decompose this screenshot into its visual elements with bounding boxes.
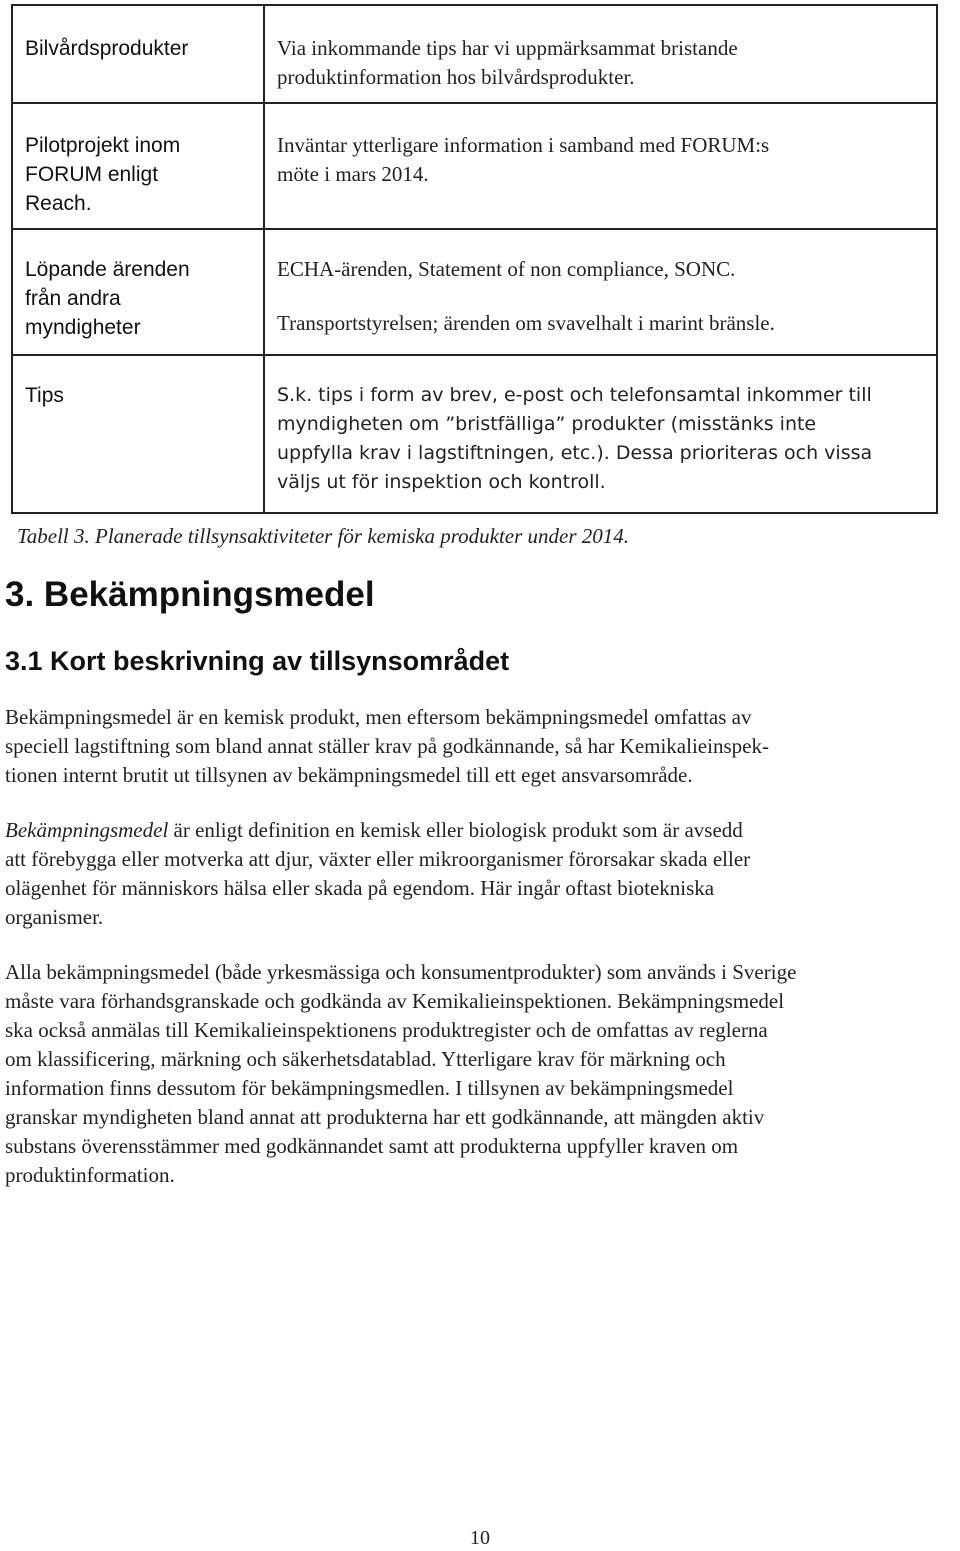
table-row: [12, 5, 937, 103]
body-paragraph-definition: [5, 816, 955, 932]
table-caption: Tabell 3. Planerade tillsynsaktiviteter för kemiska produkter under 2014.: [17, 524, 630, 548]
section-heading: 3. Bekämpningsmedel: [5, 575, 375, 614]
content-line: Transportstyrelsen; ärenden om svavelhalt i marint bränsle.: [277, 311, 775, 335]
row-label: Tips: [12, 355, 264, 513]
table-row: [12, 103, 937, 229]
row-content: Via inkommande tips har vi uppmärksammat bristande produktinformation hos bilvårdsprodukter.: [264, 5, 937, 103]
body-paragraph: Alla bekämpningsmedel (både yrkesmässiga och konsumentprodukter) som används i Sverige måste vara förhandsgranskade och godkända av Kemikalieinspektionen. Bekämpningsmedel ska också anmälas till Kemikalieinspektionens produktregister och de omfattas av reglerna om klassificering, märkning och säkerhetsdatablad. Ytterligare krav för märkning och information finns dessutom för bekämpningsmedlen. I tillsynen av bekämpningsmedel granskar myndigheten bland annat att produkterna har ett godkännande, att mängden aktiv substans överensstämmer med godkännandet samt att produkterna uppfyller kraven om produktinformation.: [5, 960, 797, 1187]
row-label: Löpande ärenden från andra myndigheter: [12, 229, 264, 355]
subsection-heading: 3.1 Kort beskrivning av tillsynsområdet: [5, 646, 510, 676]
row-content: S.k. tips i form av brev, e-post och telefonsamtal inkommer till myndigheten om ”bristfälliga” produkter (misstänks inte uppfylla krav i lagstiftningen, etc.). Dessa prioriteras och vissa väljs ut för inspektion och kontroll.: [264, 355, 937, 513]
row-content: Inväntar ytterligare information i samband med FORUM:s möte i mars 2014.: [264, 103, 937, 229]
defined-term: Bekämpningsmedel: [5, 818, 169, 842]
definition-text: är enligt definition en kemisk eller biologisk produkt som är avsedd att förebygga eller motverka att djur, växter eller mikroorganismer förorsakar skada eller olägenhet för människors hälsa eller skada på egendom. Här ingår oftast biotekniska organismer.: [5, 818, 751, 929]
table-row: [12, 355, 937, 513]
row-label: Bilvårdsprodukter: [12, 5, 264, 103]
table-row: [12, 229, 937, 355]
supervision-activities-table: [11, 4, 938, 514]
page-number: 10: [470, 1527, 490, 1549]
content-line: ECHA-ärenden, Statement of non compliance, SONC.: [277, 257, 736, 281]
row-content: [264, 229, 937, 355]
body-paragraph: Bekämpningsmedel är en kemisk produkt, men eftersom bekämpningsmedel omfattas av speciell lagstiftning som bland annat ställer krav på godkännande, så har Kemikalieinspek- tionen internt brutit ut tillsynen av bekämpningsmedel till ett eget ansvarsområde.: [5, 705, 769, 787]
row-label: Pilotprojekt inom FORUM enligt Reach.: [12, 103, 264, 229]
